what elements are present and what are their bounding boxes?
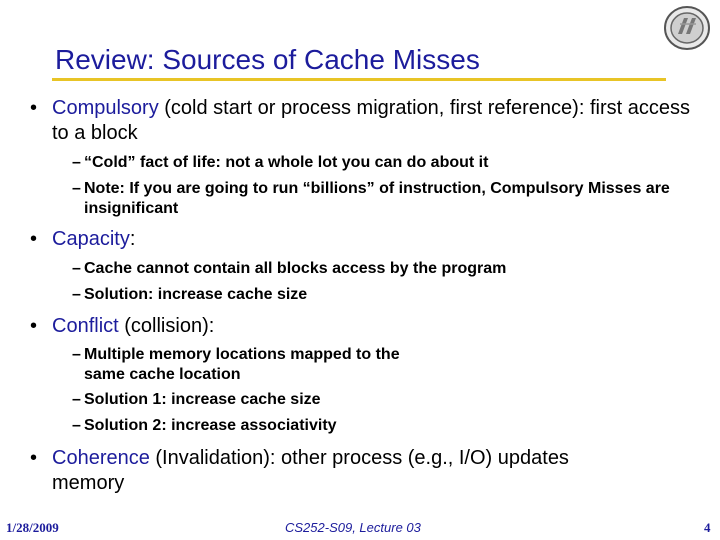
sub-text: Solution 2: increase associativity [84,417,337,434]
bullet-text [52,96,690,146]
sub-bullet [72,179,692,219]
footer-date: 1/28/2009 [6,520,59,535]
title-underline [52,78,666,81]
sub-bullet [72,259,692,279]
bullet-text [52,227,690,252]
footer-course: CS252-S09, Lecture 03 [285,520,421,535]
bullet-marker: • [30,315,38,337]
bullet-marker: • [30,228,38,250]
bullet-compulsory [30,96,690,146]
bullet-text [52,314,690,339]
sub-text: Note: If you are going to run “billions” of instruction, Compulsory Misses are insignificant [84,180,670,217]
footer-page-number: 4 [704,520,711,535]
sub-marker: – [72,286,81,303]
bullet-marker: • [30,97,38,119]
sub-marker: – [72,154,81,171]
sub-bullet [72,345,432,385]
sub-bullet [72,285,692,305]
bullet-conflict [30,314,690,339]
sub-marker: – [72,180,81,197]
sub-text: “Cold” fact of life: not a whole lot you can do about it [84,154,489,171]
sub-marker: – [72,346,81,363]
sub-text: Solution: increase cache size [84,286,308,303]
bullet-body: : [129,228,136,250]
sub-marker: – [72,417,81,434]
bullet-body: (collision): [118,315,215,337]
sub-text: Cache cannot contain all blocks access by the program [84,260,507,277]
bullet-marker: • [30,447,38,469]
bullet-keyword: Coherence [52,447,150,469]
bullet-keyword: Compulsory [52,97,159,119]
university-seal-icon [662,4,712,52]
bullet-keyword: Conflict [52,315,119,337]
bullet-body: (Invalidation): other process (e.g., I/O) updates memory [52,447,569,494]
bullet-text [52,446,630,496]
sub-marker: – [72,391,81,408]
slide-title: Review: Sources of Cache Misses [55,44,480,75]
sub-text: Solution 1: increase cache size [84,391,321,408]
bullet-capacity [30,227,690,252]
sub-bullet [72,416,692,436]
sub-text: Multiple memory locations mapped to the same cache location [84,346,400,383]
sub-bullet [72,390,692,410]
bullet-keyword: Capacity [52,228,130,250]
bullet-coherence [30,446,630,496]
sub-bullet [72,153,692,173]
bullet-body: (cold start or process migration, first reference): first access to a block [52,97,690,144]
sub-marker: – [72,260,81,277]
